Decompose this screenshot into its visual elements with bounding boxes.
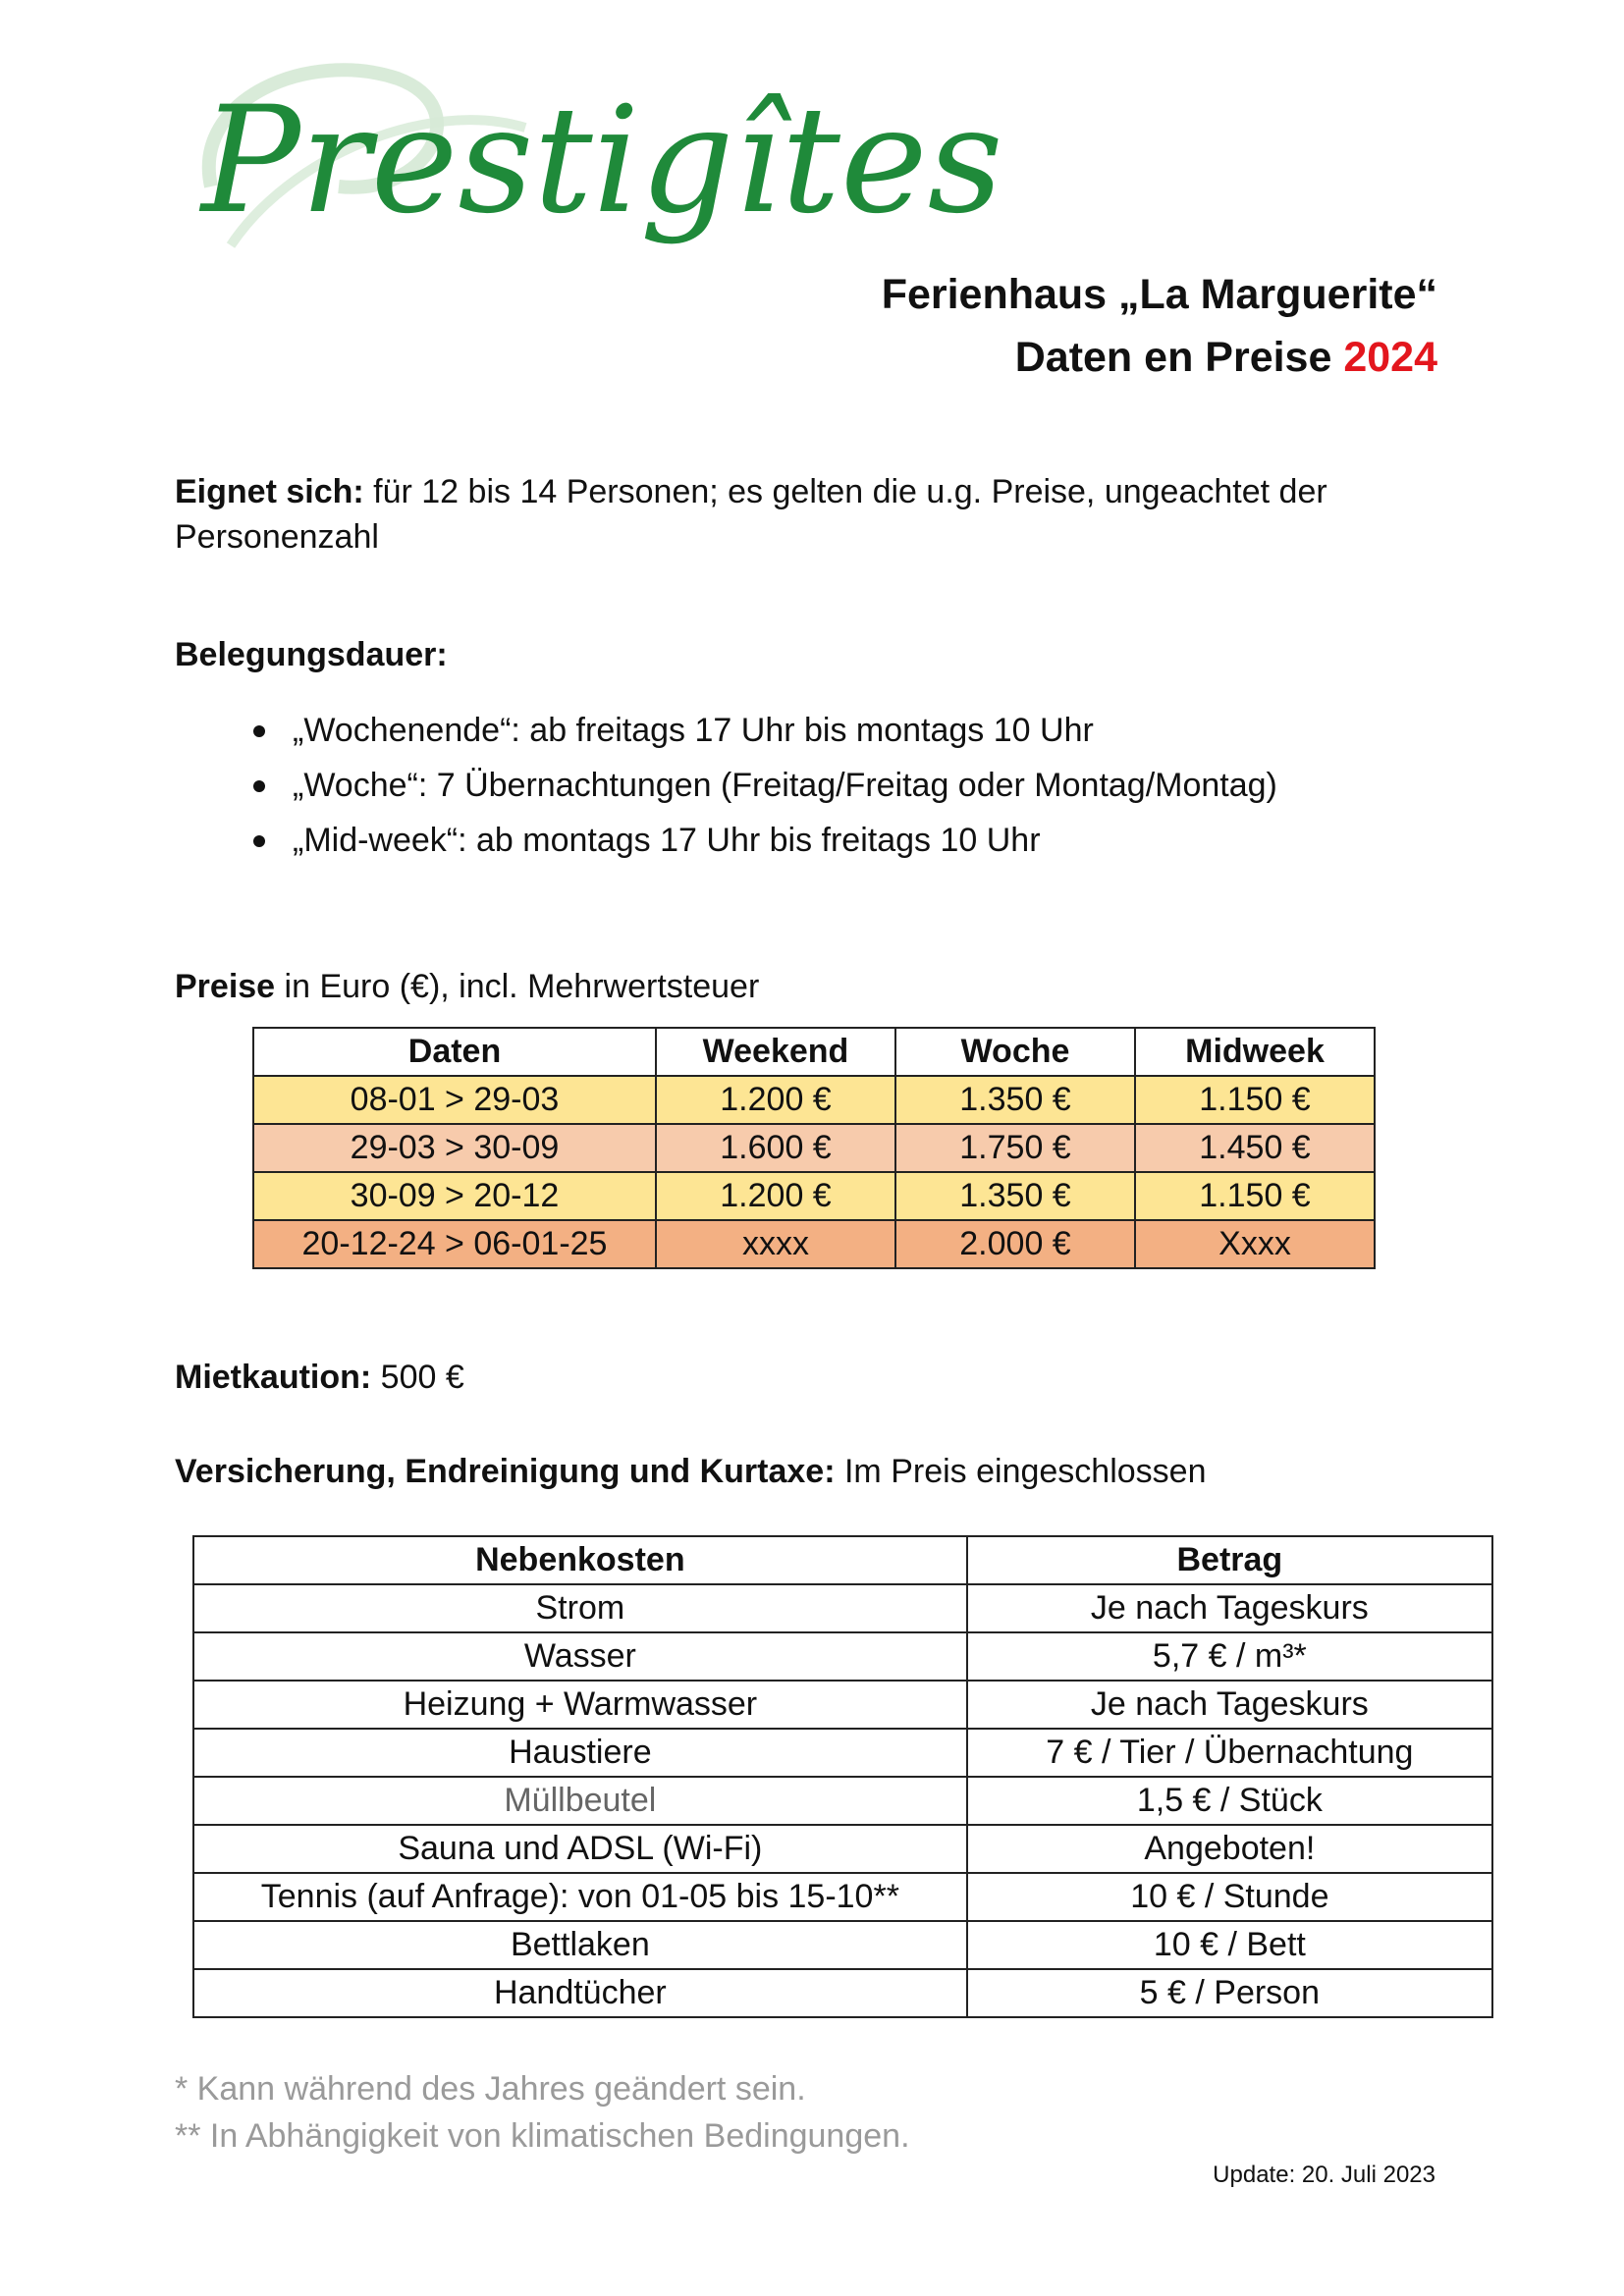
update-date: Update: 20. Juli 2023 xyxy=(1213,2162,1435,2188)
table-cell: 1.150 € xyxy=(1135,1076,1375,1124)
suitable-label: Eignet sich: xyxy=(175,473,364,510)
table-cell: Handtücher xyxy=(193,1969,967,2017)
price-header-weekend: Weekend xyxy=(656,1028,895,1076)
table-row xyxy=(193,1969,1492,2017)
footnote-2: ** In Abhängigkeit von klimatischen Bedingungen. xyxy=(175,2117,910,2155)
costs-table xyxy=(192,1535,1493,2018)
table-cell: 10 € / Stunde xyxy=(967,1873,1492,1921)
price-header-daten: Daten xyxy=(253,1028,656,1076)
prestigites-logo xyxy=(172,39,1003,294)
table-cell: Tennis (auf Anfrage): von 01-05 bis 15-10** xyxy=(193,1873,967,1921)
table-cell: 1.350 € xyxy=(895,1172,1135,1220)
table-cell: Je nach Tageskurs xyxy=(967,1584,1492,1632)
duration-item-week: „Woche“: 7 Übernachtungen (Freitag/Freitag oder Montag/Montag) xyxy=(253,758,1277,813)
duration-item-weekend: „Wochenende“: ab freitags 17 Uhr bis montags 10 Uhr xyxy=(253,703,1277,758)
price-header-row xyxy=(253,1028,1375,1076)
table-cell: Haustiere xyxy=(193,1729,967,1777)
table-cell: Bettlaken xyxy=(193,1921,967,1969)
insurance-line: Versicherung, Endreinigung und Kurtaxe: Im Preis eingeschlossen xyxy=(175,1453,1207,1490)
costs-header-item: Nebenkosten xyxy=(193,1536,967,1584)
svg-text:Prestigîtes: Prestigîtes xyxy=(201,76,1003,246)
table-cell: 10 € / Bett xyxy=(967,1921,1492,1969)
table-cell: 1.200 € xyxy=(656,1076,895,1124)
table-row xyxy=(193,1777,1492,1825)
price-header-midweek: Midweek xyxy=(1135,1028,1375,1076)
table-cell: 08-01 > 29-03 xyxy=(253,1076,656,1124)
duration-heading: Belegungsdauer: xyxy=(175,636,448,673)
table-row xyxy=(253,1220,1375,1268)
table-cell: 2.000 € xyxy=(895,1220,1135,1268)
table-cell: xxxx xyxy=(656,1220,895,1268)
table-row xyxy=(193,1921,1492,1969)
table-cell: Xxxx xyxy=(1135,1220,1375,1268)
price-header-woche: Woche xyxy=(895,1028,1135,1076)
table-row xyxy=(193,1873,1492,1921)
table-cell: 1.750 € xyxy=(895,1124,1135,1172)
title-line1: Ferienhaus „La Marguerite“ xyxy=(881,271,1437,318)
table-row xyxy=(253,1124,1375,1172)
table-row xyxy=(193,1825,1492,1873)
table-cell: 1,5 € / Stück xyxy=(967,1777,1492,1825)
table-cell: Strom xyxy=(193,1584,967,1632)
duration-list xyxy=(253,703,1277,868)
table-row xyxy=(253,1076,1375,1124)
table-cell: 29-03 > 30-09 xyxy=(253,1124,656,1172)
suitable-text: für 12 bis 14 Personen; es gelten die u.g. Preise, ungeachtet der Personenzahl xyxy=(175,473,1327,556)
duration-item-midweek: „Mid-week“: ab montags 17 Uhr bis freitags 10 Uhr xyxy=(253,813,1277,868)
table-cell: Heizung + Warmwasser xyxy=(193,1681,967,1729)
document-title xyxy=(882,263,1437,389)
costs-header-amount: Betrag xyxy=(967,1536,1492,1584)
table-cell: 30-09 > 20-12 xyxy=(253,1172,656,1220)
price-table xyxy=(252,1027,1376,1269)
table-cell: 5,7 € / m³* xyxy=(967,1632,1492,1681)
table-row xyxy=(193,1584,1492,1632)
table-cell: Je nach Tageskurs xyxy=(967,1681,1492,1729)
title-year: 2024 xyxy=(1343,334,1437,381)
table-row xyxy=(193,1632,1492,1681)
table-cell: 1.200 € xyxy=(656,1172,895,1220)
table-cell: Wasser xyxy=(193,1632,967,1681)
table-cell: 1.350 € xyxy=(895,1076,1135,1124)
table-cell: 7 € / Tier / Übernachtung xyxy=(967,1729,1492,1777)
table-row xyxy=(193,1681,1492,1729)
suitable-paragraph xyxy=(175,469,1402,560)
table-cell: 5 € / Person xyxy=(967,1969,1492,2017)
prices-heading: Preise in Euro (€), incl. Mehrwertsteuer xyxy=(175,968,760,1005)
table-cell: Müllbeutel xyxy=(193,1777,967,1825)
title-line2: Daten en Preise 2024 xyxy=(1014,334,1437,381)
table-cell: Sauna und ADSL (Wi-Fi) xyxy=(193,1825,967,1873)
table-cell: 1.600 € xyxy=(656,1124,895,1172)
table-cell: 1.450 € xyxy=(1135,1124,1375,1172)
costs-header-row xyxy=(193,1536,1492,1584)
table-cell: 20-12-24 > 06-01-25 xyxy=(253,1220,656,1268)
footnote-1: * Kann während des Jahres geändert sein. xyxy=(175,2070,806,2108)
table-cell: 1.150 € xyxy=(1135,1172,1375,1220)
table-cell: Angeboten! xyxy=(967,1825,1492,1873)
deposit-line: Mietkaution: 500 € xyxy=(175,1359,464,1396)
table-row xyxy=(193,1729,1492,1777)
table-row xyxy=(253,1172,1375,1220)
